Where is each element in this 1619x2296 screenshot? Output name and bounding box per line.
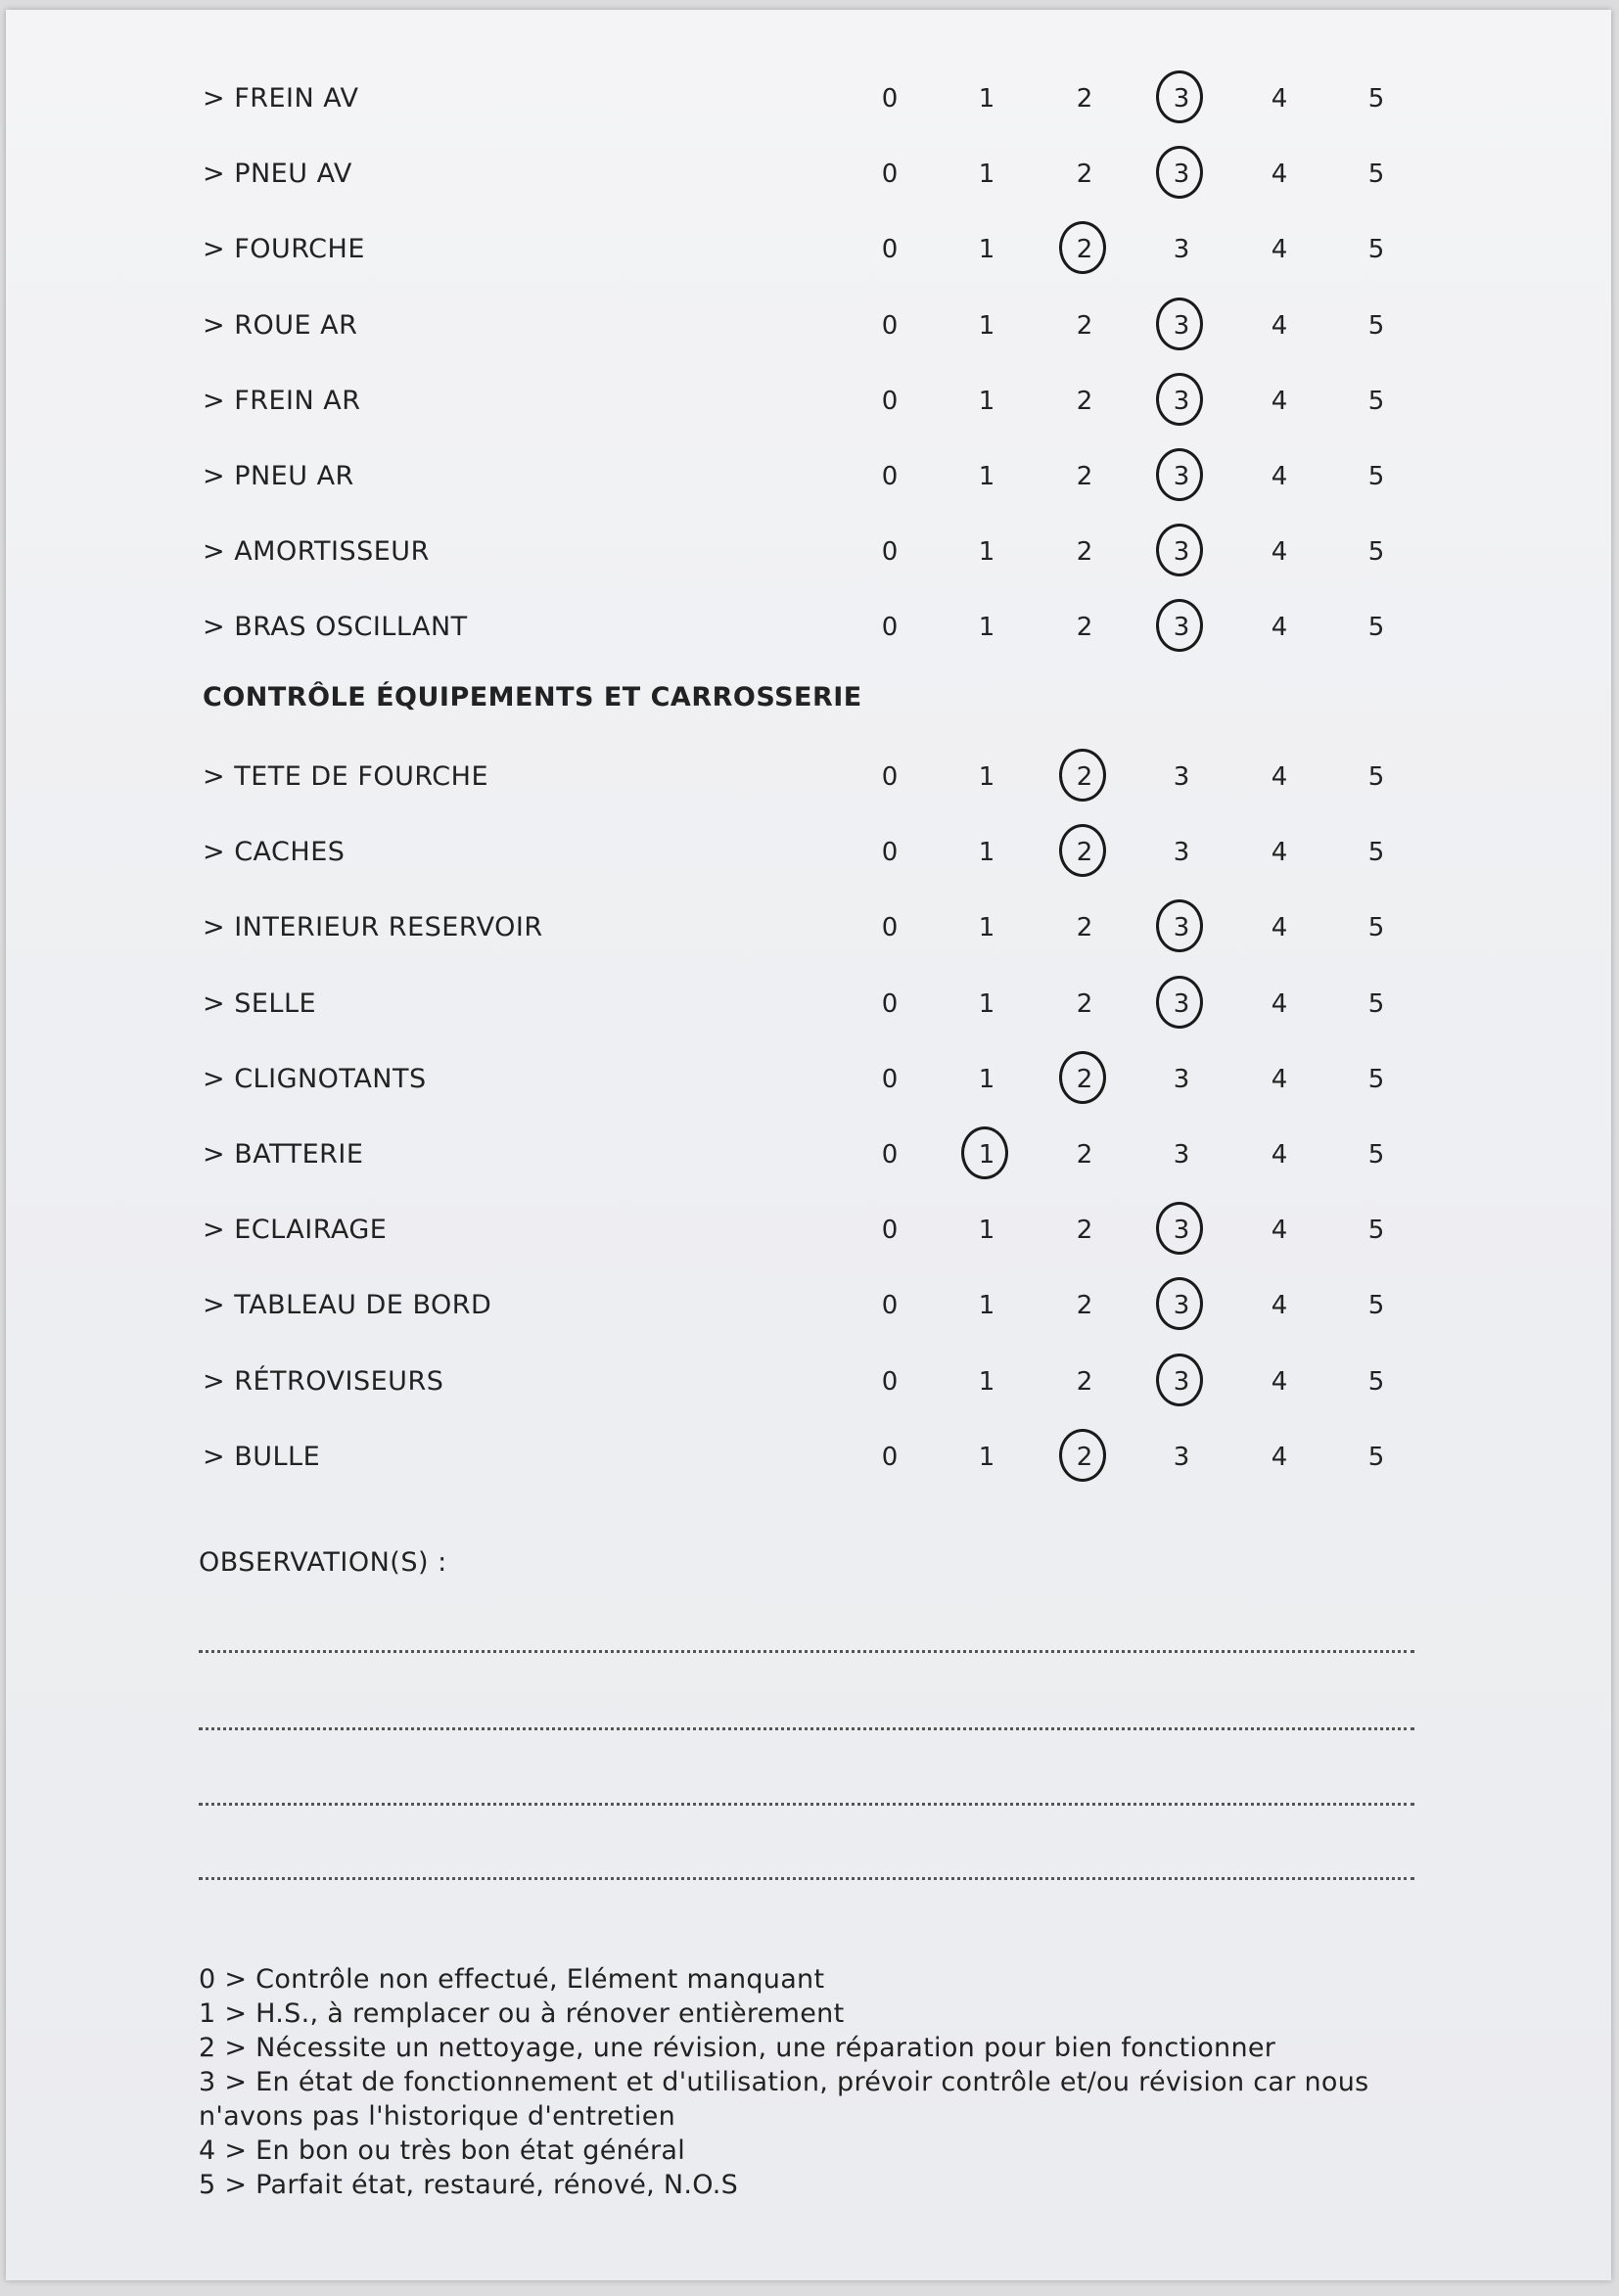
score-option[interactable]: 0 bbox=[881, 462, 899, 491]
score-option[interactable]: 4 bbox=[1271, 838, 1288, 867]
observation-line bbox=[199, 1727, 1414, 1730]
score-option[interactable]: 0 bbox=[881, 235, 899, 264]
score-option[interactable]: 4 bbox=[1271, 311, 1288, 341]
checklist-row bbox=[0, 69, 1619, 127]
score-option[interactable]: 0 bbox=[881, 913, 899, 942]
score-option[interactable]: 4 bbox=[1271, 235, 1288, 264]
score-option-selected[interactable]: 3 bbox=[1162, 311, 1201, 341]
score-option[interactable]: 5 bbox=[1367, 235, 1385, 264]
checklist-item-label: > TETE DE FOURCHE bbox=[203, 761, 488, 792]
score-option[interactable]: 2 bbox=[1076, 1291, 1093, 1320]
score-option[interactable]: 2 bbox=[1076, 1140, 1093, 1170]
checklist-item-label: > CACHES bbox=[203, 837, 346, 867]
checklist-row bbox=[0, 1125, 1619, 1183]
score-option[interactable]: 5 bbox=[1367, 1443, 1385, 1472]
score-option[interactable]: 0 bbox=[881, 311, 899, 341]
checklist-item-label: > SELLE bbox=[203, 988, 317, 1019]
checklist-row bbox=[0, 597, 1619, 656]
score-option-selected[interactable]: 2 bbox=[1065, 235, 1104, 264]
score-option[interactable]: 1 bbox=[978, 537, 995, 567]
score-option[interactable]: 0 bbox=[881, 84, 899, 114]
score-option[interactable]: 4 bbox=[1271, 613, 1288, 642]
score-option-selected[interactable]: 2 bbox=[1065, 838, 1104, 867]
score-option[interactable]: 0 bbox=[881, 1291, 899, 1320]
checklist-row bbox=[0, 1427, 1619, 1486]
score-option[interactable]: 0 bbox=[881, 838, 899, 867]
score-option[interactable]: 1 bbox=[978, 613, 995, 642]
score-option[interactable]: 0 bbox=[881, 762, 899, 792]
score-option[interactable]: 3 bbox=[1173, 762, 1190, 792]
score-option-selected[interactable]: 2 bbox=[1065, 762, 1104, 792]
score-option[interactable]: 4 bbox=[1271, 1065, 1288, 1094]
score-option[interactable]: 4 bbox=[1271, 160, 1288, 189]
score-option[interactable]: 5 bbox=[1367, 1140, 1385, 1170]
score-option-selected[interactable]: 3 bbox=[1162, 84, 1201, 114]
observation-line bbox=[199, 1803, 1414, 1806]
score-option[interactable]: 4 bbox=[1271, 537, 1288, 567]
score-option-selected[interactable]: 3 bbox=[1162, 989, 1201, 1019]
checklist-row bbox=[0, 371, 1619, 430]
score-option[interactable]: 0 bbox=[881, 1367, 899, 1397]
checklist-row bbox=[0, 296, 1619, 354]
score-option[interactable]: 2 bbox=[1076, 537, 1093, 567]
checklist-item-label: > TABLEAU DE BORD bbox=[203, 1290, 492, 1320]
score-option[interactable]: 1 bbox=[978, 387, 995, 416]
score-option[interactable]: 1 bbox=[978, 913, 995, 942]
score-option[interactable]: 4 bbox=[1271, 462, 1288, 491]
score-option[interactable]: 5 bbox=[1367, 1065, 1385, 1094]
score-option[interactable]: 3 bbox=[1173, 1065, 1190, 1094]
score-option[interactable]: 1 bbox=[978, 84, 995, 114]
score-option[interactable]: 5 bbox=[1367, 387, 1385, 416]
score-option[interactable]: 5 bbox=[1367, 913, 1385, 942]
checklist-item-label: > PNEU AV bbox=[203, 159, 352, 189]
score-option[interactable]: 0 bbox=[881, 160, 899, 189]
score-option[interactable]: 4 bbox=[1271, 387, 1288, 416]
score-option[interactable]: 4 bbox=[1271, 1443, 1288, 1472]
checklist-item-label: > RÉTROVISEURS bbox=[203, 1366, 444, 1397]
checklist-item-label: > PNEU AR bbox=[203, 461, 354, 491]
score-option-selected[interactable]: 3 bbox=[1162, 613, 1201, 642]
legend-line: 2 > Nécessite un nettoyage, une révision, une réparation pour bien fonctionner bbox=[199, 2033, 1276, 2063]
score-option[interactable]: 4 bbox=[1271, 762, 1288, 792]
checklist-row bbox=[0, 1200, 1619, 1259]
score-option[interactable]: 4 bbox=[1271, 1140, 1288, 1170]
score-option[interactable]: 5 bbox=[1367, 989, 1385, 1019]
observation-line bbox=[199, 1877, 1414, 1880]
score-option[interactable]: 1 bbox=[978, 1367, 995, 1397]
checklist-item-label: > BULLE bbox=[203, 1442, 321, 1472]
score-option[interactable]: 5 bbox=[1367, 1367, 1385, 1397]
score-option[interactable]: 4 bbox=[1271, 1367, 1288, 1397]
score-option[interactable]: 4 bbox=[1271, 989, 1288, 1019]
score-option[interactable]: 2 bbox=[1076, 613, 1093, 642]
score-option[interactable]: 5 bbox=[1367, 462, 1385, 491]
checklist-row bbox=[0, 144, 1619, 203]
score-option[interactable]: 2 bbox=[1076, 84, 1093, 114]
score-option[interactable]: 2 bbox=[1076, 160, 1093, 189]
checklist-row bbox=[0, 522, 1619, 580]
score-option[interactable]: 3 bbox=[1173, 838, 1190, 867]
score-option[interactable]: 2 bbox=[1076, 462, 1093, 491]
score-option[interactable]: 1 bbox=[978, 462, 995, 491]
score-option[interactable]: 2 bbox=[1076, 989, 1093, 1019]
checklist-row bbox=[0, 1049, 1619, 1108]
section-title-equipment: CONTRÔLE ÉQUIPEMENTS ET CARROSSERIE bbox=[203, 682, 862, 712]
legend-line: 0 > Contrôle non effectué, Elément manquant bbox=[199, 1964, 825, 1995]
score-option[interactable]: 2 bbox=[1076, 311, 1093, 341]
checklist-item-label: > FREIN AV bbox=[203, 83, 359, 114]
score-option[interactable]: 1 bbox=[978, 1443, 995, 1472]
score-option[interactable]: 0 bbox=[881, 387, 899, 416]
score-option[interactable]: 1 bbox=[978, 838, 995, 867]
legend-line: n'avons pas l'historique d'entretien bbox=[199, 2101, 676, 2132]
checklist-item-label: > ROUE AR bbox=[203, 310, 358, 341]
score-option-selected[interactable]: 1 bbox=[967, 1140, 1006, 1170]
checklist-item-label: > FREIN AR bbox=[203, 386, 361, 416]
score-option[interactable]: 4 bbox=[1271, 1291, 1288, 1320]
score-option[interactable]: 5 bbox=[1367, 537, 1385, 567]
checklist-item-label: > INTERIEUR RESERVOIR bbox=[203, 912, 543, 942]
score-option[interactable]: 2 bbox=[1076, 1216, 1093, 1245]
score-option-selected[interactable]: 2 bbox=[1065, 1065, 1104, 1094]
checklist-row bbox=[0, 219, 1619, 278]
legend-line: 5 > Parfait état, restauré, rénové, N.O.S bbox=[199, 2170, 739, 2200]
legend-line: 3 > En état de fonctionnement et d'utilisation, prévoir contrôle et/ou révision car nous bbox=[199, 2067, 1369, 2097]
score-option[interactable]: 2 bbox=[1076, 387, 1093, 416]
score-option[interactable]: 0 bbox=[881, 537, 899, 567]
score-option[interactable]: 4 bbox=[1271, 1216, 1288, 1245]
score-option[interactable]: 0 bbox=[881, 1216, 899, 1245]
score-option-selected[interactable]: 3 bbox=[1162, 462, 1201, 491]
checklist-row bbox=[0, 1275, 1619, 1334]
score-option-selected[interactable]: 3 bbox=[1162, 160, 1201, 189]
score-option-selected[interactable]: 3 bbox=[1162, 1216, 1201, 1245]
score-option[interactable]: 5 bbox=[1367, 311, 1385, 341]
score-option-selected[interactable]: 2 bbox=[1065, 1443, 1104, 1472]
score-option-selected[interactable]: 3 bbox=[1162, 537, 1201, 567]
score-option-selected[interactable]: 3 bbox=[1162, 1367, 1201, 1397]
checklist-row bbox=[0, 747, 1619, 805]
score-option[interactable]: 1 bbox=[978, 762, 995, 792]
score-option[interactable]: 0 bbox=[881, 1443, 899, 1472]
legend-line: 1 > H.S., à remplacer ou à rénover entièrement bbox=[199, 1998, 845, 2029]
score-option[interactable]: 5 bbox=[1367, 838, 1385, 867]
score-option[interactable]: 5 bbox=[1367, 160, 1385, 189]
score-option[interactable]: 3 bbox=[1173, 1140, 1190, 1170]
score-option[interactable]: 5 bbox=[1367, 1216, 1385, 1245]
checklist-item-label: > CLIGNOTANTS bbox=[203, 1064, 427, 1094]
score-option[interactable]: 3 bbox=[1173, 235, 1190, 264]
checklist-row bbox=[0, 446, 1619, 505]
observation-line bbox=[199, 1650, 1414, 1653]
score-option[interactable]: 2 bbox=[1076, 1367, 1093, 1397]
score-option[interactable]: 4 bbox=[1271, 84, 1288, 114]
score-option[interactable]: 1 bbox=[978, 1291, 995, 1320]
score-option[interactable]: 5 bbox=[1367, 762, 1385, 792]
score-option[interactable]: 4 bbox=[1271, 913, 1288, 942]
score-option[interactable]: 0 bbox=[881, 613, 899, 642]
score-option[interactable]: 1 bbox=[978, 989, 995, 1019]
checklist-item-label: > BRAS OSCILLANT bbox=[203, 612, 468, 642]
checklist-item-label: > FOURCHE bbox=[203, 234, 365, 264]
score-option-selected[interactable]: 3 bbox=[1162, 387, 1201, 416]
score-option[interactable]: 1 bbox=[978, 235, 995, 264]
checklist-row bbox=[0, 974, 1619, 1033]
score-option[interactable]: 1 bbox=[978, 1216, 995, 1245]
checklist-item-label: > AMORTISSEUR bbox=[203, 536, 430, 567]
score-option[interactable]: 0 bbox=[881, 989, 899, 1019]
checklist-row bbox=[0, 897, 1619, 956]
checklist-row bbox=[0, 1352, 1619, 1410]
observations-label: OBSERVATION(S) : bbox=[199, 1547, 447, 1578]
score-option[interactable]: 0 bbox=[881, 1065, 899, 1094]
score-option[interactable]: 1 bbox=[978, 1065, 995, 1094]
score-option[interactable]: 5 bbox=[1367, 1291, 1385, 1320]
rating-legend bbox=[199, 1962, 1422, 2202]
score-option[interactable]: 1 bbox=[978, 160, 995, 189]
legend-line: 4 > En bon ou très bon état général bbox=[199, 2135, 686, 2166]
checklist-item-label: > BATTERIE bbox=[203, 1139, 364, 1170]
checklist-item-label: > ECLAIRAGE bbox=[203, 1215, 388, 1245]
score-option[interactable]: 5 bbox=[1367, 613, 1385, 642]
score-option-selected[interactable]: 3 bbox=[1162, 1291, 1201, 1320]
checklist-row bbox=[0, 822, 1619, 881]
score-option[interactable]: 2 bbox=[1076, 913, 1093, 942]
score-option[interactable]: 0 bbox=[881, 1140, 899, 1170]
score-option[interactable]: 3 bbox=[1173, 1443, 1190, 1472]
score-option-selected[interactable]: 3 bbox=[1162, 913, 1201, 942]
score-option[interactable]: 5 bbox=[1367, 84, 1385, 114]
score-option[interactable]: 1 bbox=[978, 311, 995, 341]
